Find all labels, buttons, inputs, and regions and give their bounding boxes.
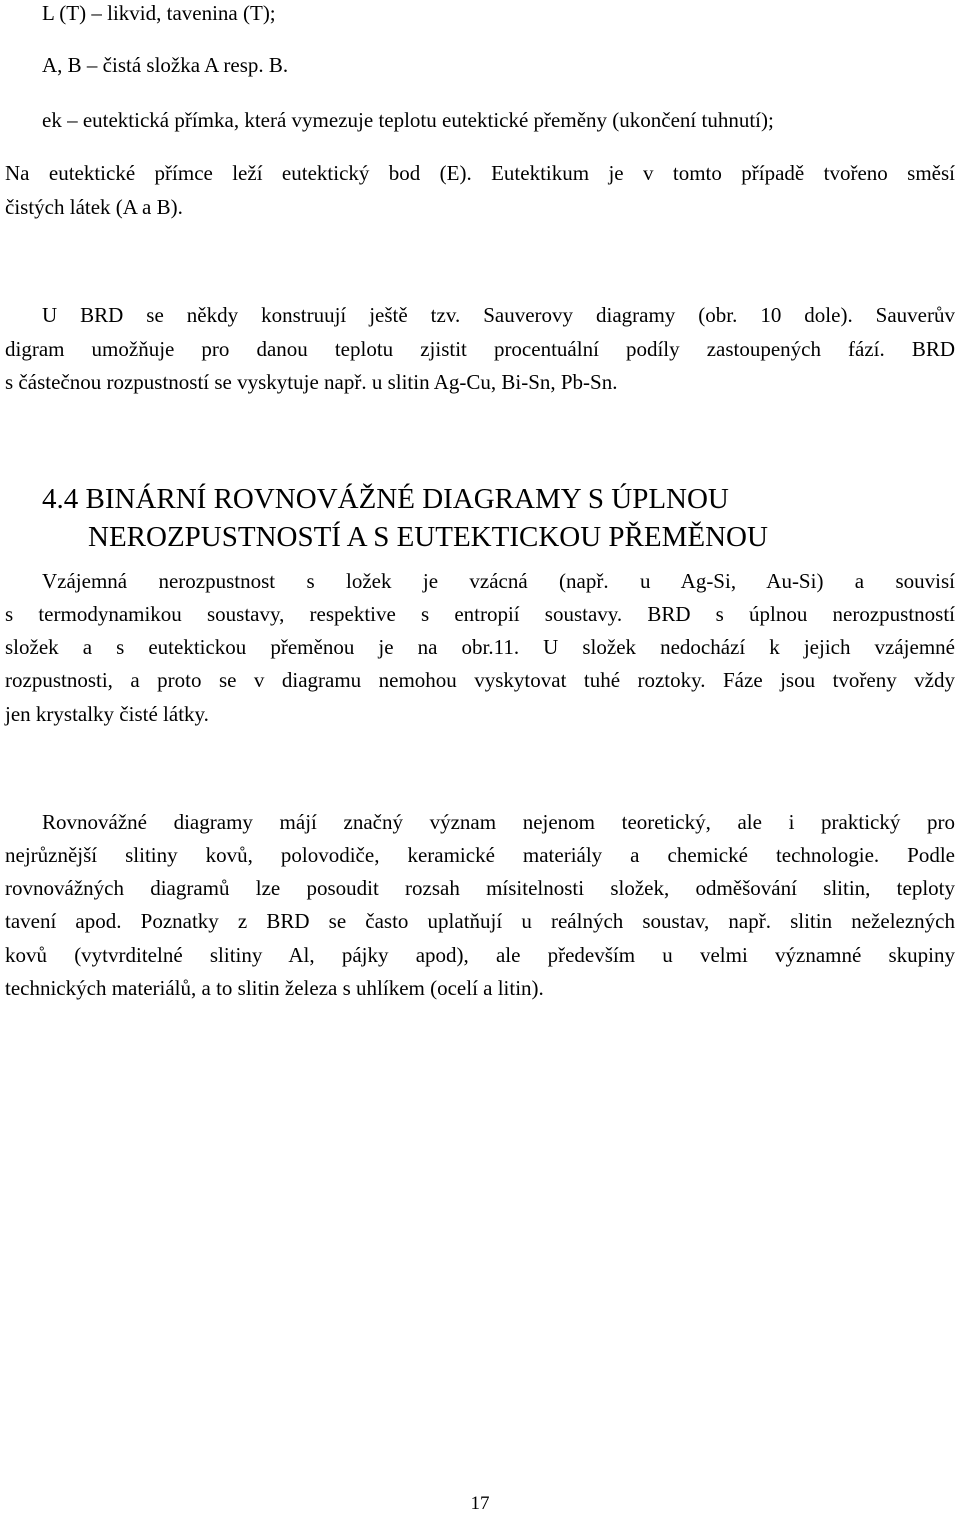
sauver-paragraph-line: U BRD se někdy konstruují ještě tzv. Sauverovy diagramy (obr. 10 dole). Sauverův bbox=[42, 303, 955, 327]
legend-liquid-line: L (T) – likvid, tavenina (T); bbox=[42, 1, 276, 25]
section-title-part1: BINÁRNÍ ROVNOVÁŽNÉ DIAGRAMY S ÚPLNOU bbox=[85, 483, 729, 515]
significance-paragraph-line: Rovnovážné diagramy májí značný význam nejenom teoretický, ale i praktický pro bbox=[42, 810, 955, 834]
insolubility-paragraph-line: jen krystalky čisté látky. bbox=[5, 702, 209, 726]
section-number: 4.4 bbox=[42, 483, 79, 515]
sauver-paragraph-line: digram umožňuje pro danou teplotu zjistit procentuální podíly zastoupených fází. BRD bbox=[5, 337, 955, 361]
eutectic-note-line: Na eutektické přímce leží eutektický bod (E). Eutektikum je v tomto případě tvořeno směsí bbox=[5, 161, 955, 185]
eutectic-note-line: čistých látek (A a B). bbox=[5, 195, 183, 219]
section-heading-line2: NEROZPUSTNOSTÍ A S EUTEKTICKOU PŘEMĚNOU bbox=[88, 521, 768, 553]
insolubility-paragraph-line: Vzájemná nerozpustnost s ložek je vzácná (např. u Ag-Si, Au-Si) a souvisí bbox=[42, 569, 955, 593]
sauver-paragraph-line: s částečnou rozpustností se vyskytuje např. u slitin Ag-Cu, Bi-Sn, Pb-Sn. bbox=[5, 370, 618, 394]
legend-eutectic-line: ek – eutektická přímka, která vymezuje teplotu eutektické přeměny (ukončení tuhnutí); bbox=[42, 108, 774, 132]
significance-paragraph-line: technických materiálů, a to slitin železa s uhlíkem (ocelí a litin). bbox=[5, 976, 544, 1000]
insolubility-paragraph-line: složek a s eutektickou přeměnou je na obr.11. U složek nedochází k jejich vzájemné bbox=[5, 635, 955, 659]
significance-paragraph-line: nejrůznější slitiny kovů, polovodiče, keramické materiály a chemické technologie. Podle bbox=[5, 843, 955, 867]
insolubility-paragraph-line: rozpustnosti, a proto se v diagramu nemohou vyskytovat tuhé roztoky. Fáze jsou tvořeny vždy bbox=[5, 668, 955, 692]
significance-paragraph-line: rovnovážných diagramů lze posoudit rozsah mísitelnosti složek, odměšování slitin, teploty bbox=[5, 876, 955, 900]
insolubility-paragraph-line: s termodynamikou soustavy, respektive s entropií soustavy. BRD s úplnou nerozpustností bbox=[5, 602, 955, 626]
significance-paragraph-line: kovů (vytvrditelné slitiny Al, pájky apod), ale především u velmi významné skupiny bbox=[5, 943, 955, 967]
significance-paragraph-line: tavení apod. Poznatky z BRD se často uplatňují u reálných soustav, např. slitin neželezných bbox=[5, 909, 955, 933]
legend-components-line: A, B – čistá složka A resp. B. bbox=[42, 53, 289, 77]
page-number: 17 bbox=[470, 1493, 490, 1514]
section-heading-line1 bbox=[42, 482, 729, 516]
